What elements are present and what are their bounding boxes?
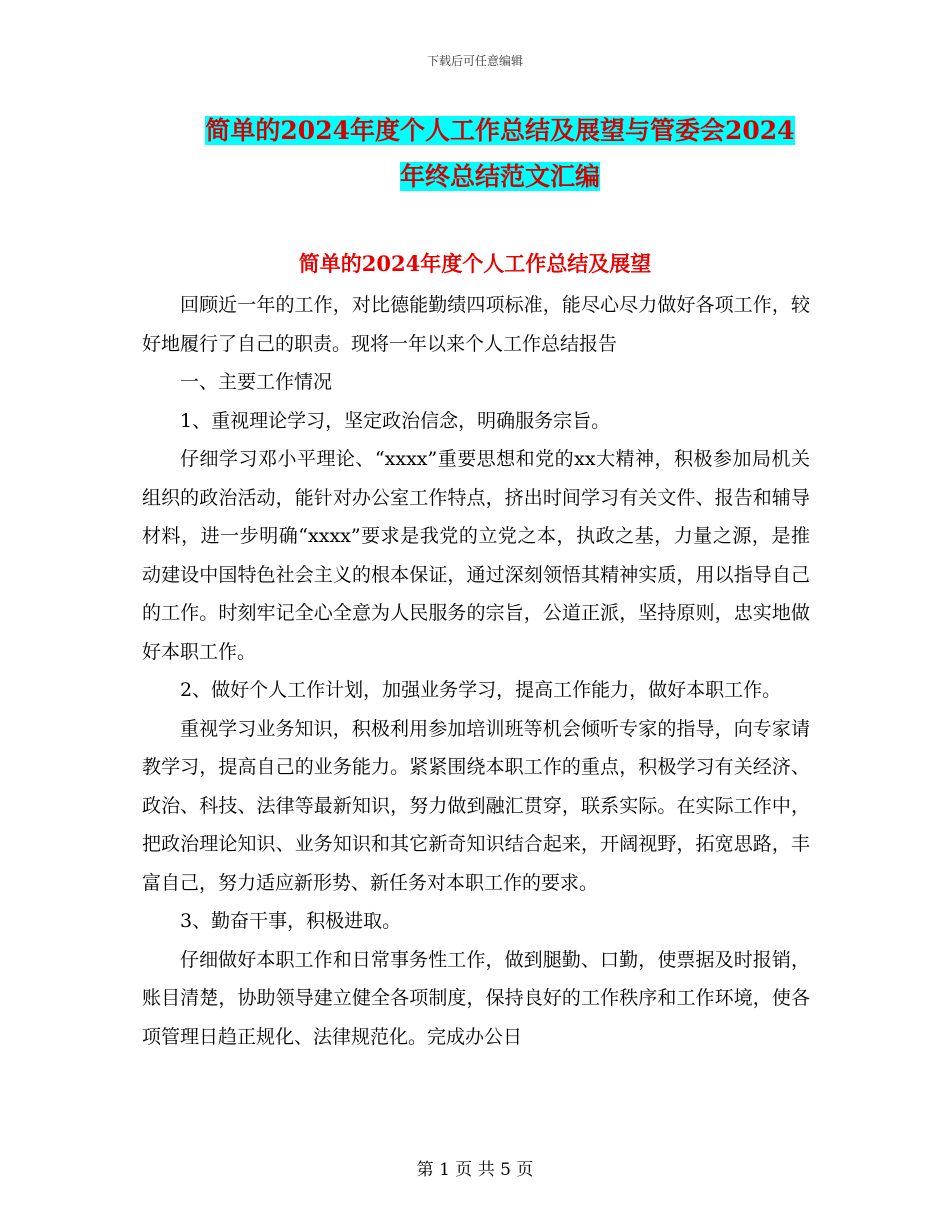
page-footer: 第 1 页 共 5 页 bbox=[416, 1160, 534, 1180]
paragraph: 1、重视理论学习，坚定政治信念，明确服务宗旨。 bbox=[180, 409, 611, 432]
document-title-line-2: 年终总结范文汇编 bbox=[399, 162, 600, 191]
paragraph: 重视学习业务知识，积极利用参加培训班等机会倾听专家的指导，向专家请教学习，提高自己的业务能力。紧紧围绕本职工作的重点，积极学习有关经济、政治、科技、法律等最新知识，努力做到融汇贯穿，联系实际。在实际工作中，把政治理论知识、业务知识和其它新奇知识结合起来，开阔视野，拓宽思路，丰富自己，努力适应新形势、新任务对本职工作的要求。 bbox=[142, 717, 810, 894]
paragraph: 3、勤奋干事，积极进取。 bbox=[180, 910, 402, 932]
paragraph: 一、主要工作情况 bbox=[180, 371, 333, 393]
section-title: 简单的2024年度个人工作总结及展望 bbox=[298, 251, 652, 276]
body-text bbox=[142, 286, 810, 1056]
paragraph: 2、做好个人工作计划，加强业务学习，提高工作能力，做好本职工作。 bbox=[180, 679, 782, 701]
document-title bbox=[140, 108, 860, 200]
paragraph: 回顾近一年的工作，对比德能勤绩四项标准，能尽心尽力做好各项工作，较好地履行了自己的职责。现将一年以来个人工作总结报告 bbox=[142, 294, 810, 355]
document-title-line-1: 简单的2024年度个人工作总结及展望与管委会2024 bbox=[205, 116, 795, 145]
paragraph: 仔细做好本职工作和日常事务性工作，做到腿勤、口勤，使票据及时报销，账目清楚，协助领导建立健全各项制度，保持良好的工作秩序和工作环境，使各项管理日趋正规化、法律规范化。完成办公日 bbox=[142, 948, 810, 1048]
paragraph: 仔细学习邓小平理论、“xxxx”重要思想和党的xx大精神，积极参加局机关组织的政治活动，能针对办公室工作特点，挤出时间学习有关文件、报告和辅导材料，进一步明确“xxxx”要求是我党的立党之本，执政之基，力量之源，是推动建设中国特色社会主义的根本保证，通过深刻领悟其精神实质，用以指导自己的工作。时刻牢记全心全意为人民服务的宗旨，公道正派，坚持原则，忠实地做好本职工作。 bbox=[142, 448, 810, 663]
header-note: 下载后可任意编辑 bbox=[426, 54, 523, 68]
